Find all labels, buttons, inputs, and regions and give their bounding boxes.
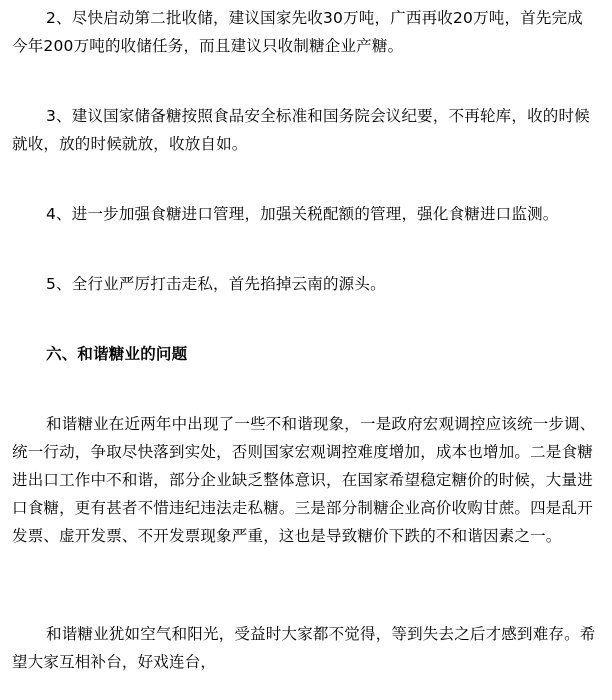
- paragraph-item-2: 2、尽快启动第二批收储，建议国家先收30万吨，广西再收20万吨，首先完成今年200万吨的收储任务，而且建议只收制糖企业产糖。: [12, 9, 584, 55]
- paragraph-disharmony: 和谐糖业在近两年中出现了一些不和谐现象，一是政府宏观调控应该统一步调、统一行动，争取尽快落到实处，否则国家宏观调控难度增加，成本也增加。二是食糖进出口工作中不和谐，部分企业缺乏整体意识，在国家希望稳定糖价的时候，大量进口食糖，更有甚者不惜违纪违法走私糖。三是部分制糖企业高价收购甘蔗。四是乱开发票、虚开发票、不开发票现象严重，这也是导致糖价下跌的不和谐因素之一。: [12, 415, 596, 545]
- paragraph-item-5: 5、全行业严厉打击走私，首先掐掉云南的源头。: [46, 275, 386, 293]
- paragraph-item-4: 4、进一步加强食糖进口管理，加强关税配额的管理，强化食糖进口监测。: [46, 205, 559, 223]
- paragraph-item-3: 3、建议国家储备糖按照食品安全标准和国务院会议纪要，不再轮库，收的时候就收，放的时候就放，收放自如。: [12, 107, 590, 153]
- section-heading: 六、和谐糖业的问题: [46, 345, 188, 363]
- paragraph-harmony: 和谐糖业犹如空气和阳光，受益时大家都不觉得，等到失去之后才感到难存。希望大家互相补台，好戏连台，: [12, 625, 596, 671]
